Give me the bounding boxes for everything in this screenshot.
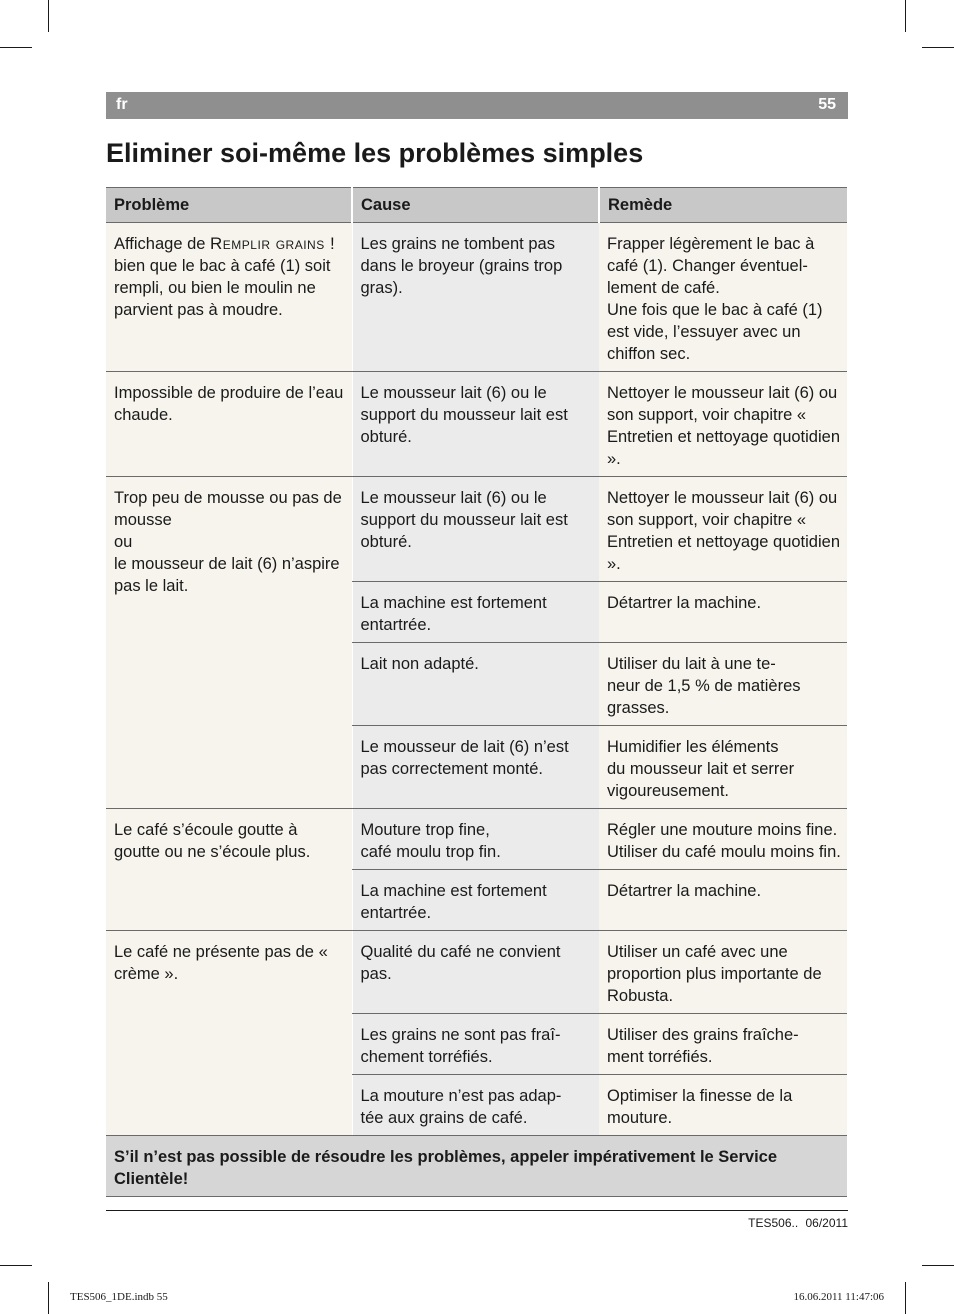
table-body — [106, 223, 847, 1136]
column-header-remedy: Remède — [599, 188, 847, 223]
remedy-cell: Nettoyer le mousseur lait (6) ou son support, voir chapitre « Entretien et nettoyage quotidien ». — [599, 477, 847, 582]
crop-mark — [0, 1265, 32, 1266]
cause-cell: La machine est fortement entartrée. — [352, 870, 599, 931]
print-slug-timestamp: 16.06.2011 11:47:06 — [793, 1291, 884, 1303]
table-row — [106, 931, 847, 1014]
crop-mark — [905, 1282, 906, 1314]
language-code: fr — [116, 96, 128, 113]
remedy-cell: Humidifier les éléments du mousseur lait et serrer vigoureusement. — [599, 726, 847, 809]
remedy-cell: Nettoyer le mousseur lait (6) ou son support, voir chapitre « Entretien et nettoyage quotidien ». — [599, 372, 847, 477]
table-row — [106, 372, 847, 477]
table-footer-row — [106, 1136, 847, 1197]
problem-cell: Trop peu de mousse ou pas de mousse ou le mousseur de lait (6) n’aspire pas le lait. — [106, 477, 352, 809]
display-message-label: Remplir grains ! — [210, 234, 336, 253]
crop-mark — [0, 47, 32, 48]
cause-cell: Les grains ne sont pas fraî- chement torréfiés. — [352, 1014, 599, 1075]
table-row — [106, 223, 847, 372]
table-row — [106, 809, 847, 870]
model-and-date: TES506.. 06/2011 — [748, 1216, 848, 1230]
crop-mark — [48, 0, 49, 32]
cause-cell: Les grains ne tombent pas dans le broyeur (grains trop gras). — [352, 223, 599, 372]
problem-cell: Le café s’écoule goutte à goutte ou ne s’écoule plus. — [106, 809, 352, 931]
cause-cell: Le mousseur lait (6) ou le support du mousseur lait est obturé. — [352, 372, 599, 477]
cause-cell: La mouture n’est pas adap- tée aux grains de café. — [352, 1075, 599, 1136]
footer-rule — [106, 1210, 848, 1211]
column-header-cause: Cause — [352, 188, 599, 223]
cause-cell: Lait non adapté. — [352, 643, 599, 726]
print-slug-file: TES506_1DE.indb 55 — [70, 1291, 168, 1303]
column-header-problem: Problème — [106, 188, 352, 223]
remedy-cell: Utiliser un café avec une proportion plus importante de Robusta. — [599, 931, 847, 1014]
service-note: S’il n’est pas possible de résoudre les problèmes, appeler impérativement le Service Clientèle! — [106, 1136, 847, 1197]
crop-mark — [922, 1265, 954, 1266]
crop-mark — [922, 47, 954, 48]
page-header-bar — [106, 92, 848, 119]
remedy-cell: Utiliser des grains fraîche- ment torréfiés. — [599, 1014, 847, 1075]
problem-cell — [106, 223, 352, 372]
remedy-cell: Frapper légèrement le bac à café (1). Changer éventuel-lement de café. Une fois que le bac à café (1) est vide, l’essuyer avec un chiffon sec. — [599, 223, 847, 372]
page-title: Eliminer soi-même les problèmes simples — [106, 138, 644, 168]
remedy-cell: Utiliser du lait à une te- neur de 1,5 % de matières grasses. — [599, 643, 847, 726]
remedy-cell: Optimiser la finesse de la mouture. — [599, 1075, 847, 1136]
table-row — [106, 477, 847, 582]
cause-cell: Le mousseur lait (6) ou le support du mousseur lait est obturé. — [352, 477, 599, 582]
table-header-row — [106, 188, 847, 223]
problem-text-suffix: bien que le bac à café (1) soit rempli, ou bien le moulin ne parvient pas à moudre. — [114, 257, 331, 319]
problem-cell: Impossible de produire de l’eau chaude. — [106, 372, 352, 477]
cause-cell: Le mousseur de lait (6) n’est pas correctement monté. — [352, 726, 599, 809]
remedy-cell: Détartrer la machine. — [599, 582, 847, 643]
remedy-cell: Régler une mouture moins fine. Utiliser du café moulu moins fin. — [599, 809, 847, 870]
problem-cell: Le café ne présente pas de « crème ». — [106, 931, 352, 1136]
crop-mark — [48, 1282, 49, 1314]
page-number: 55 — [818, 96, 836, 113]
remedy-cell: Détartrer la machine. — [599, 870, 847, 931]
troubleshooting-table — [106, 187, 847, 1197]
cause-cell: Mouture trop fine, café moulu trop fin. — [352, 809, 599, 870]
cause-cell: Qualité du café ne convient pas. — [352, 931, 599, 1014]
problem-text-prefix: Affichage de — [114, 235, 211, 253]
crop-mark — [905, 0, 906, 32]
cause-cell: La machine est fortement entartrée. — [352, 582, 599, 643]
